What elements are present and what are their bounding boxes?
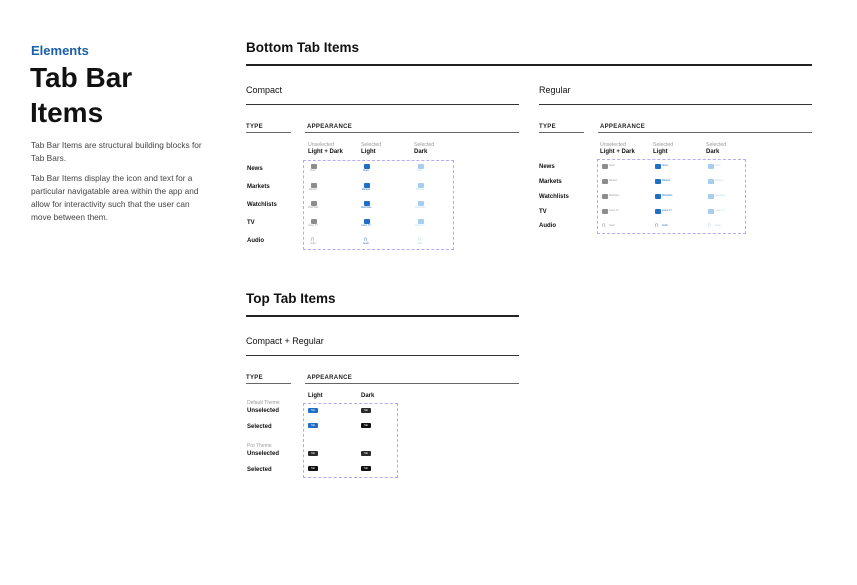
row-label-markets: Markets: [247, 184, 270, 190]
column-dark-label: Dark: [361, 393, 375, 399]
watchlists-icon: [364, 201, 370, 206]
column-mode-label: Light + Dark: [308, 149, 343, 155]
news-icon: [655, 164, 661, 169]
tab-item-label: Markets: [362, 189, 371, 191]
tab-item-label: Watchlists: [361, 207, 372, 209]
column-divider: [305, 132, 519, 133]
subheading-divider: [539, 104, 812, 105]
row-label-watchlists: Watchlists: [539, 194, 569, 200]
tab-item-label: Audio: [363, 243, 369, 245]
markets-icon: [311, 183, 317, 188]
column-divider: [246, 383, 291, 384]
page-title-line1: Tab Bar: [30, 62, 133, 93]
intro-paragraph-1: Tab Bar Items are structural building blocks for Tab Bars.: [31, 140, 202, 163]
headphones-icon: ∩: [601, 222, 607, 229]
tab-item-label: News: [715, 165, 721, 167]
regular-subheading: Regular: [539, 85, 571, 95]
tab-item-label: Listen TV: [609, 210, 619, 212]
column-light-label: Light: [308, 393, 323, 399]
tv-icon: [655, 209, 661, 214]
tab-item-label: Markets: [309, 189, 318, 191]
headphones-icon: ∩: [707, 222, 713, 229]
column-mode-label: Dark: [706, 149, 720, 155]
news-icon: [418, 164, 424, 169]
top-tab-chip: Tab: [308, 451, 318, 456]
top-tab-chip: Tab: [308, 423, 318, 428]
row-label-unselected: Unselected: [247, 451, 280, 457]
news-icon: [364, 164, 370, 169]
column-mode-label: Light: [653, 149, 668, 155]
column-divider: [246, 132, 291, 133]
subheading-divider: [246, 104, 519, 105]
top-tab-chip: Tab: [308, 408, 318, 413]
tab-item-label: News: [310, 170, 316, 172]
markets-icon: [418, 183, 424, 188]
column-mode-label: Light: [361, 149, 376, 155]
markets-icon: [602, 179, 608, 184]
column-mode-label: Dark: [414, 149, 428, 155]
column-state-label: Unselected: [308, 142, 334, 148]
top-tab-chip: Tab: [361, 466, 371, 471]
tab-item-label: News: [662, 165, 668, 167]
row-label-watchlists: Watchlists: [247, 202, 277, 208]
column-state-label: Unselected: [600, 142, 626, 148]
column-state-label: Selected: [361, 142, 382, 148]
heading-divider: [246, 315, 519, 317]
watchlists-icon: [655, 194, 661, 199]
row-label-audio: Audio: [247, 238, 264, 244]
appearance-column-header: APPEARANCE: [307, 124, 353, 130]
column-state-label: Selected: [653, 142, 674, 148]
tv-icon: [364, 219, 370, 224]
tab-item-label: Watchlists: [609, 195, 620, 197]
column-divider: [598, 132, 812, 133]
row-label-audio: Audio: [539, 223, 556, 229]
intro-paragraph-2: Tab Bar Items display the icon and text for a particular navigatable area within the app and allow for interactivity such that the user can move between them.: [31, 173, 199, 222]
tab-item-label: Audio: [609, 225, 615, 227]
markets-icon: [364, 183, 370, 188]
headphones-icon: ∩: [310, 236, 316, 243]
tab-item-label: Listen TV: [662, 210, 672, 212]
row-label-unselected: Unselected: [247, 408, 280, 414]
tab-item-label: Markets: [715, 180, 724, 182]
row-label-news: News: [247, 166, 263, 172]
headphones-icon: ∩: [363, 236, 369, 243]
tab-item-label: Listen TV: [715, 210, 725, 212]
section-eyebrow: Elements: [31, 43, 89, 58]
compact-regular-subheading: Compact + Regular: [246, 336, 324, 346]
tv-icon: [602, 209, 608, 214]
headphones-icon: ∩: [417, 236, 423, 243]
tv-icon: [708, 209, 714, 214]
column-divider: [305, 383, 519, 384]
tab-item-label: Audio: [715, 225, 721, 227]
row-label-markets: Markets: [539, 179, 562, 185]
tab-item-label: News: [609, 165, 615, 167]
heading-divider: [246, 64, 812, 66]
row-label-tv: TV: [539, 209, 547, 215]
column-state-label: Selected: [706, 142, 727, 148]
column-mode-label: Light + Dark: [600, 149, 635, 155]
component-variant-frame: [303, 160, 454, 250]
row-label-selected: Selected: [247, 467, 272, 473]
tab-item-label: Listen TV: [308, 225, 318, 227]
watchlists-icon: [311, 201, 317, 206]
tab-item-label: Audio: [417, 243, 423, 245]
top-tab-chip: Tab: [361, 423, 371, 428]
markets-icon: [708, 179, 714, 184]
column-divider: [539, 132, 584, 133]
tab-item-label: Markets: [416, 189, 425, 191]
theme-group-label: Pro Theme: [247, 443, 272, 449]
type-column-header: TYPE: [246, 375, 263, 381]
tab-item-label: Audio: [662, 225, 668, 227]
row-label-tv: TV: [247, 220, 255, 226]
headphones-icon: ∩: [654, 222, 660, 229]
type-column-header: TYPE: [246, 124, 263, 130]
tv-icon: [311, 219, 317, 224]
subheading-divider: [246, 355, 519, 356]
tab-item-label: Markets: [609, 180, 618, 182]
tab-item-label: Watchlists: [662, 195, 673, 197]
tv-icon: [418, 219, 424, 224]
news-icon: [602, 164, 608, 169]
markets-icon: [655, 179, 661, 184]
news-icon: [311, 164, 317, 169]
row-label-selected: Selected: [247, 424, 272, 430]
tab-item-label: Audio: [310, 243, 316, 245]
compact-subheading: Compact: [246, 85, 283, 95]
top-tab-chip: Tab: [361, 408, 371, 413]
row-label-news: News: [539, 164, 555, 170]
theme-group-label: Default Theme: [247, 400, 280, 406]
page-title-line2: Items: [30, 97, 104, 128]
tab-item-label: News: [363, 170, 369, 172]
tab-item-label: Listen TV: [361, 225, 371, 227]
watchlists-icon: [708, 194, 714, 199]
watchlists-icon: [602, 194, 608, 199]
tab-item-label: Watchlists: [715, 195, 726, 197]
top-tab-items-heading: Top Tab Items: [246, 291, 336, 306]
news-icon: [708, 164, 714, 169]
tab-item-label: Watchlists: [308, 207, 319, 209]
appearance-column-header: APPEARANCE: [600, 124, 646, 130]
watchlists-icon: [418, 201, 424, 206]
column-state-label: Selected: [414, 142, 435, 148]
tab-item-label: Markets: [662, 180, 671, 182]
tab-item-label: Listen TV: [415, 225, 425, 227]
top-tab-chip: Tab: [361, 451, 371, 456]
tab-item-label: Watchlists: [415, 207, 426, 209]
tab-item-label: News: [417, 170, 423, 172]
appearance-column-header: APPEARANCE: [307, 375, 353, 381]
bottom-tab-items-heading: Bottom Tab Items: [246, 40, 360, 55]
top-tab-chip: Tab: [308, 466, 318, 471]
type-column-header: TYPE: [539, 124, 556, 130]
